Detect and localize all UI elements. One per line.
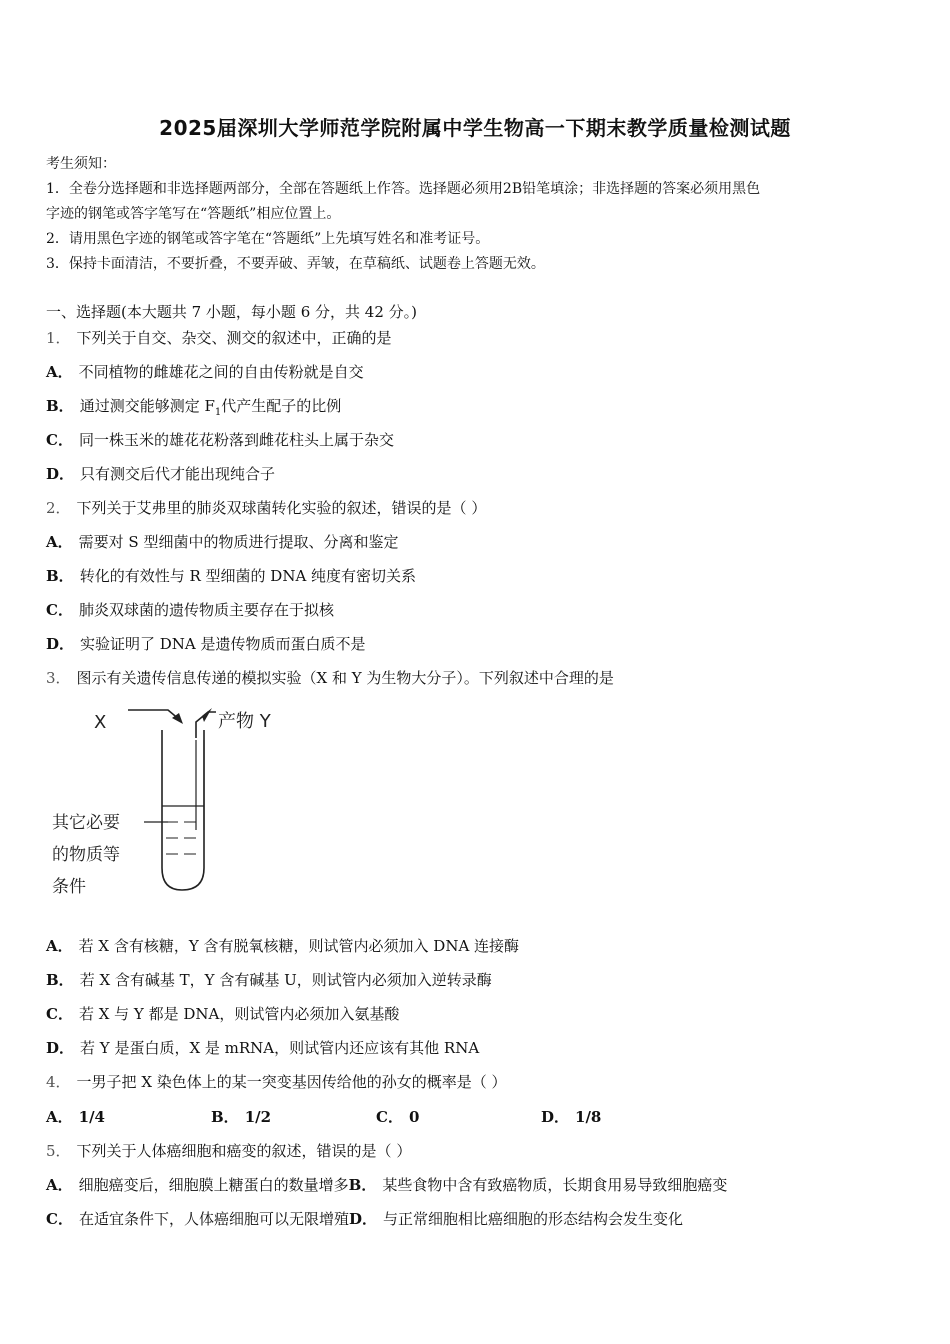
q5-option-a[interactable]	[46, 1176, 349, 1194]
option-text: 通过测交能够测定 F	[79, 397, 215, 415]
side-label-line-2: 的物质等	[52, 845, 120, 865]
option-text: 实验证明了 DNA 是遗传物质而蛋白质不是	[80, 635, 366, 653]
option-label: B．	[46, 567, 74, 585]
option-text: 若 X 与 Y 都是 DNA，则试管内必须加入氨基酸	[78, 1005, 400, 1023]
notice-item-1-line-1: 1．全卷分选择题和非选择题两部分，全部在答题纸上作答。选择题必须用2B铅笔填涂；非选择题的答案必须用黑色	[46, 181, 761, 197]
q4-option-a[interactable]	[46, 1106, 105, 1127]
option-label: B．	[46, 971, 74, 989]
q4-option-b[interactable]	[211, 1106, 271, 1127]
option-text: 若 X 含有核糖，Y 含有脱氧核糖，则试管内必须加入 DNA 连接酶	[78, 937, 520, 955]
option-text: 在适宜条件下，人体癌细胞可以无限增殖	[78, 1210, 349, 1228]
question-stem: 一男子把 X 染色体上的某一突变基因传给他的孙女的概率是（ ）	[76, 1073, 507, 1091]
option-label: A．	[46, 937, 73, 955]
option-label: C．	[46, 431, 73, 449]
question-2	[46, 497, 486, 518]
question-5	[46, 1140, 411, 1161]
q4-option-c[interactable]	[376, 1106, 419, 1127]
option-label: C．	[46, 1210, 73, 1228]
option-text: 需要对 S 型细菌中的物质进行提取、分离和鉴定	[78, 533, 399, 551]
option-text: 1/8	[575, 1108, 602, 1126]
q3-option-a[interactable]	[46, 935, 519, 956]
q1-option-a[interactable]	[46, 361, 364, 382]
q5-options-row-2	[46, 1208, 683, 1229]
q2-option-d[interactable]	[46, 633, 366, 654]
option-label: C．	[46, 1005, 73, 1023]
option-text: 肺炎双球菌的遗传物质主要存在于拟核	[78, 601, 334, 619]
subscript: 1	[214, 407, 222, 418]
option-text: 细胞癌变后，细胞膜上糖蛋白的数量增多	[78, 1176, 349, 1194]
option-text: 1/2	[244, 1108, 272, 1126]
option-label: D．	[348, 1210, 377, 1228]
option-text-tail: 代产生配子的比例	[221, 397, 342, 415]
question-number: 5．	[46, 1142, 71, 1160]
option-label: D．	[541, 1108, 570, 1126]
test-tube-figure	[46, 700, 306, 910]
question-stem: 下列关于人体癌细胞和癌变的叙述，错误的是（ ）	[76, 1142, 412, 1160]
question-number: 1．	[46, 329, 71, 347]
option-label: B．	[211, 1108, 239, 1126]
option-label: B．	[348, 1176, 377, 1194]
question-stem: 下列关于艾弗里的肺炎双球菌转化实验的叙述，错误的是（ ）	[76, 499, 487, 517]
q5-option-d[interactable]	[349, 1210, 683, 1228]
q1-option-b[interactable]	[46, 395, 341, 418]
option-text: 若 X 含有碱基 T，Y 含有碱基 U，则试管内必须加入逆转录酶	[79, 971, 492, 989]
option-label: A．	[46, 363, 73, 381]
section-heading: 一、选择题(本大题共 7 小题，每小题 6 分，共 42 分。)	[46, 303, 417, 321]
option-label: D．	[46, 1039, 75, 1057]
question-stem: 下列关于自交、杂交、测交的叙述中，正确的是	[76, 329, 392, 347]
option-text: 0	[408, 1108, 420, 1126]
q1-option-c[interactable]	[46, 429, 394, 450]
question-number: 2．	[46, 499, 71, 517]
q5-option-c[interactable]	[46, 1210, 349, 1228]
q5-option-b[interactable]	[349, 1176, 728, 1194]
q3-option-d[interactable]	[46, 1037, 479, 1058]
option-text: 转化的有效性与 R 型细菌的 DNA 纯度有密切关系	[79, 567, 417, 585]
product-y-label: 产物 Y	[218, 711, 271, 732]
output-arrowhead	[202, 708, 212, 722]
side-label-line-3: 条件	[52, 877, 86, 897]
question-4	[46, 1071, 507, 1092]
option-text: 某些食物中含有致癌物质，长期食用易导致细胞癌变	[382, 1176, 728, 1194]
notice-item-2: 2．请用黑色字迹的钢笔或答字笔在“答题纸”上先填写姓名和准考证号。	[46, 231, 490, 247]
q2-option-c[interactable]	[46, 599, 334, 620]
option-label: D．	[46, 465, 75, 483]
q3-option-b[interactable]	[46, 969, 492, 990]
option-label: A．	[46, 533, 73, 551]
q3-option-c[interactable]	[46, 1003, 399, 1024]
outer-tube	[162, 730, 204, 890]
option-text: 只有测交后代才能出现纯合子	[80, 465, 276, 483]
q2-option-a[interactable]	[46, 531, 398, 552]
inner-tube	[196, 740, 204, 830]
question-number: 4．	[46, 1073, 71, 1091]
page-title: 2025届深圳大学师范学院附属中学生物高一下期末教学质量检测试题	[159, 116, 791, 140]
notice-item-1-line-2: 字迹的钢笔或答字笔写在“答题纸”相应位置上。	[46, 206, 341, 222]
x-label: X	[94, 712, 107, 733]
question-3	[46, 667, 614, 688]
q1-option-d[interactable]	[46, 463, 275, 484]
input-arrow	[128, 710, 180, 720]
option-label: D．	[46, 635, 75, 653]
side-label-line-1: 其它必要	[52, 813, 120, 833]
option-label: C．	[376, 1108, 403, 1126]
question-number: 3．	[46, 669, 71, 687]
q5-options-row-1	[46, 1174, 727, 1195]
option-text: 同一株玉米的雄花花粉落到雌花柱头上属于杂交	[78, 431, 394, 449]
option-label: A．	[46, 1108, 73, 1126]
option-text: 不同植物的雌雄花之间的自由传粉就是自交	[78, 363, 364, 381]
option-text: 若 Y 是蛋白质，X 是 mRNA，则试管内还应该有其他 RNA	[80, 1039, 480, 1057]
q2-option-b[interactable]	[46, 565, 416, 586]
option-text: 1/4	[78, 1108, 105, 1126]
question-1	[46, 327, 392, 348]
option-text: 与正常细胞相比癌细胞的形态结构会发生变化	[382, 1210, 683, 1228]
option-label: B．	[46, 397, 74, 415]
option-label: A．	[46, 1176, 73, 1194]
question-stem: 图示有关遗传信息传递的模拟实验（X 和 Y 为生物大分子）。下列叙述中合理的是	[76, 669, 614, 687]
notice-heading: 考生须知：	[46, 156, 116, 172]
q4-option-d[interactable]	[541, 1106, 601, 1127]
notice-item-3: 3．保持卡面清洁，不要折叠，不要弄破、弄皱，在草稿纸、试题卷上答题无效。	[46, 256, 545, 272]
option-label: C．	[46, 601, 73, 619]
